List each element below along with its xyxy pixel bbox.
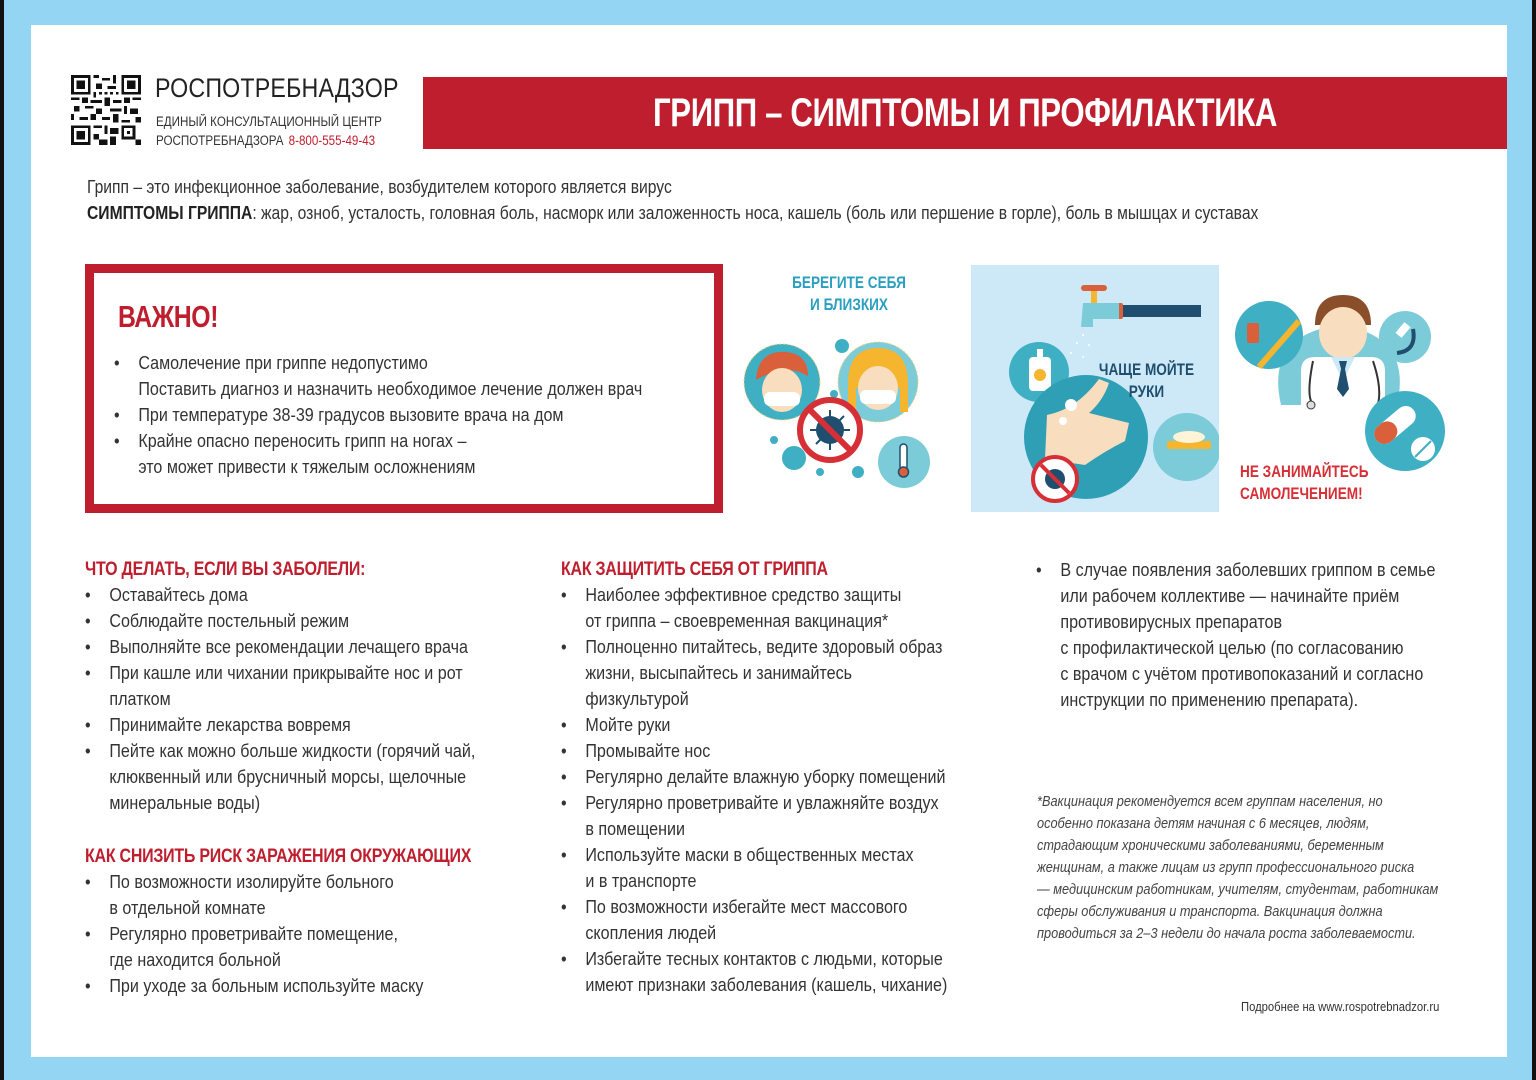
- bullet-icon: •: [561, 714, 567, 735]
- list-item-text: или рабочем коллективе — начинайте приём: [1060, 585, 1400, 606]
- list-item: [114, 454, 723, 480]
- list-item-text: По возможности избегайте мест массового: [585, 896, 908, 917]
- list-item-text: с профилактической целью (по согласованию: [1060, 637, 1404, 658]
- list-item: [561, 686, 1048, 712]
- list-item: [85, 634, 572, 660]
- list-item: [114, 402, 723, 428]
- important-box: [85, 264, 723, 513]
- qr-code-icon[interactable]: [71, 75, 141, 145]
- illustration-doctor-caption: [1240, 461, 1369, 505]
- vaccination-footnote: [1037, 791, 1438, 945]
- list-item: [1036, 635, 1523, 661]
- bullet-icon: •: [114, 352, 120, 373]
- list-item-text: Поставить диагноз и назначить необходимое лечение должен врач: [138, 378, 643, 399]
- list-item: [85, 582, 572, 608]
- hotline-info: [156, 112, 382, 150]
- title-banner: [423, 77, 1507, 149]
- caption-line: РУКИ: [1128, 382, 1165, 401]
- bullet-icon: •: [85, 923, 91, 944]
- section-title-reduce-risk: КАК СНИЗИТЬ РИСК ЗАРАЖЕНИЯ ОКРУЖАЮЩИХ: [85, 845, 472, 867]
- caption-line: НЕ ЗАНИМАЙТЕСЬ: [1240, 462, 1369, 481]
- illustration-protect: [734, 262, 964, 507]
- hotline-phone[interactable]: 8-800-555-49-43: [288, 133, 376, 148]
- list-item: [85, 660, 572, 686]
- bullet-icon: •: [114, 404, 120, 425]
- list-item: [561, 842, 1048, 868]
- list-item: [561, 634, 1048, 660]
- list-item: [114, 376, 723, 402]
- bullet-icon: •: [114, 430, 120, 451]
- list-item: [561, 660, 1048, 686]
- list-item-text: Регулярно проветривайте помещение,: [109, 923, 398, 944]
- list-item: [85, 738, 572, 764]
- list-item-text: Регулярно проветривайте и увлажняйте воздух: [585, 792, 939, 813]
- list-item-text: минеральные воды): [109, 792, 261, 813]
- list-item-text: В случае появления заболевших гриппом в семье: [1060, 559, 1436, 580]
- hotline-line-1: ЕДИНЫЙ КОНСУЛЬТАЦИОННЫЙ ЦЕНТР: [156, 114, 382, 129]
- list-item-text: Используйте маски в общественных местах: [585, 844, 914, 865]
- bullet-icon: •: [85, 584, 91, 605]
- list-item: [85, 921, 572, 947]
- list-item-text: инструкции по применению препарата).: [1060, 689, 1359, 710]
- list-item-text: Крайне опасно переносить грипп на ногах –: [138, 430, 467, 451]
- list-item-text: противовирусных препаратов: [1060, 611, 1283, 632]
- caption-line: И БЛИЗКИХ: [810, 295, 888, 314]
- illustration-doctor: [1221, 265, 1461, 505]
- list-item-text: и в транспорте: [585, 870, 697, 891]
- section-title-if-sick: ЧТО ДЕЛАТЬ, ЕСЛИ ВЫ ЗАБОЛЕЛИ:: [85, 558, 366, 580]
- list-item-text: Принимайте лекарства вовремя: [109, 714, 351, 735]
- list-item: [85, 973, 572, 999]
- list-item-text: Пейте как можно больше жидкости (горячий чай,: [109, 740, 476, 761]
- list-item: [561, 582, 1048, 608]
- bullet-icon: •: [561, 896, 567, 917]
- list-item: [561, 894, 1048, 920]
- list-item-text: Соблюдайте постельный режим: [109, 610, 350, 631]
- list-item-text: физкультурой: [585, 688, 689, 709]
- poster-panel: [31, 25, 1507, 1057]
- list-item: [561, 738, 1048, 764]
- section-family: [1036, 557, 1536, 713]
- intro-text: [87, 174, 1258, 226]
- list-item: [1036, 661, 1523, 687]
- list-item: [85, 947, 572, 973]
- list-item: [85, 608, 572, 634]
- list-item-text: Оставайтесь дома: [109, 584, 248, 605]
- list-item-text: Мойте руки: [585, 714, 671, 735]
- caption-line: САМОЛЕЧЕНИЕМ!: [1240, 484, 1363, 503]
- list-item-text: в помещении: [585, 818, 685, 839]
- bullet-icon: •: [85, 714, 91, 735]
- list-item-text: имеют признаки заболевания (кашель, чихание): [585, 974, 948, 995]
- list-item-text: платком: [109, 688, 171, 709]
- flu-definition: Грипп – это инфекционное заболевание, возбудителем которого является вирус: [87, 177, 672, 197]
- footnote-line: сферы обслуживания и транспорта. Вакцинация должна: [1037, 903, 1383, 920]
- bullet-icon: •: [561, 740, 567, 761]
- section-title-protect-self: КАК ЗАЩИТИТЬ СЕБЯ ОТ ГРИППА: [561, 558, 828, 580]
- right-edge: [1532, 0, 1536, 1080]
- illustration-handwash: [971, 265, 1219, 512]
- footnote-line: — медицинским работникам, учителям, студентам, работникам: [1037, 881, 1439, 898]
- footnote-line: страдающим хроническими заболеваниями, беременным: [1037, 837, 1384, 854]
- more-info-link[interactable]: Подробнее на www.rospotrebnadzor.ru: [1241, 1000, 1440, 1014]
- bullet-icon: •: [561, 584, 567, 605]
- list-item: [1036, 687, 1523, 713]
- list-item: [1036, 583, 1523, 609]
- list-item: [85, 895, 572, 921]
- list-item-text: клюквенный или брусничный морсы, щелочные: [109, 766, 467, 787]
- list-item: [561, 764, 1048, 790]
- list-item-text: где находится больной: [109, 949, 281, 970]
- bullet-icon: •: [85, 636, 91, 657]
- list-item: [561, 868, 1048, 894]
- list-item-text: Регулярно делайте влажную уборку помещений: [585, 766, 946, 787]
- list-item-text: жизни, высыпайтесь и занимайтесь: [585, 662, 853, 683]
- hotline-line-2: РОСПОТРЕБНАДЗОРА: [156, 133, 284, 148]
- caption-line: БЕРЕГИТЕ СЕБЯ: [792, 273, 906, 292]
- list-item: [561, 920, 1048, 946]
- bullet-icon: •: [561, 948, 567, 969]
- list-item: [85, 869, 572, 895]
- list-item-text: Полноценно питайтесь, ведите здоровый образ: [585, 636, 943, 657]
- list-item: [85, 686, 572, 712]
- list-item-text: с врачом с учётом противопоказаний и согласно: [1060, 663, 1424, 684]
- list-item-text: По возможности изолируйте больного: [109, 871, 394, 892]
- list-item: [85, 790, 572, 816]
- bullet-icon: •: [85, 610, 91, 631]
- brand-name: РОСПОТРЕБНАДЗОР: [155, 73, 399, 103]
- list-item-text: скопления людей: [585, 922, 717, 943]
- footnote-line: особенно показана детям начиная с 6 месяцев, людям,: [1037, 815, 1370, 832]
- bullet-icon: •: [561, 792, 567, 813]
- bullet-icon: •: [85, 871, 91, 892]
- left-edge: [0, 0, 4, 1080]
- important-title: ВАЖНО!: [118, 299, 219, 334]
- symptoms-text: : жар, озноб, усталость, головная боль, насморк или заложенность носа, кашель (боль или першение в горле), боль в мышцах и суставах: [252, 203, 1259, 223]
- list-item: [114, 350, 723, 376]
- important-list: [114, 350, 814, 480]
- list-item-text: При уходе за больным используйте маску: [109, 975, 424, 996]
- bullet-icon: •: [85, 740, 91, 761]
- list-item: [114, 428, 723, 454]
- bullet-icon: •: [85, 975, 91, 996]
- list-item: [561, 972, 1048, 998]
- bullet-icon: •: [561, 636, 567, 657]
- list-item-text: Выполняйте все рекомендации лечащего врача: [109, 636, 468, 657]
- footnote-line: женщинам, а также лицам из групп профессионального риска: [1037, 859, 1415, 876]
- bullet-icon: •: [1036, 559, 1042, 580]
- family-list: [1036, 557, 1536, 713]
- list-item-text: это может привести к тяжелым осложнениям: [138, 456, 476, 477]
- list-item: [1036, 609, 1523, 635]
- list-item-text: Наиболее эффективное средство защиты: [585, 584, 902, 605]
- list-item: [561, 790, 1048, 816]
- bullet-icon: •: [561, 844, 567, 865]
- list-item-text: При температуре 38-39 градусов вызовите врача на дом: [138, 404, 564, 425]
- bullet-icon: •: [561, 766, 567, 787]
- list-item: [561, 946, 1048, 972]
- list-item: [1036, 557, 1523, 583]
- masked-people-icon: [734, 262, 964, 507]
- list-item-text: в отдельной комнате: [109, 897, 266, 918]
- footnote-line: *Вакцинация рекомендуется всем группам населения, но: [1037, 793, 1383, 810]
- list-item: [561, 608, 1048, 634]
- list-item: [561, 712, 1048, 738]
- list-item: [85, 712, 572, 738]
- illustration-handwash-caption: [1099, 359, 1194, 403]
- list-item-text: Избегайте тесных контактов с людьми, которые: [585, 948, 943, 969]
- list-item: [85, 764, 572, 790]
- footnote-line: проводиться за 2–3 недели до начала роста заболеваемости.: [1037, 925, 1416, 942]
- bullet-icon: •: [85, 662, 91, 683]
- symptoms-label: СИМПТОМЫ ГРИППА: [87, 203, 253, 223]
- caption-line: ЧАЩЕ МОЙТЕ: [1098, 360, 1195, 379]
- list-item-text: от гриппа – своевременная вакцинация*: [585, 610, 889, 631]
- list-item: [561, 816, 1048, 842]
- list-item-text: Самолечение при гриппе недопустимо: [138, 352, 428, 373]
- list-item-text: При кашле или чихании прикрывайте нос и рот: [109, 662, 463, 683]
- list-item-text: Промывайте нос: [585, 740, 711, 761]
- page-title: ГРИПП – СИМПТОМЫ И ПРОФИЛАКТИКА: [652, 90, 1278, 135]
